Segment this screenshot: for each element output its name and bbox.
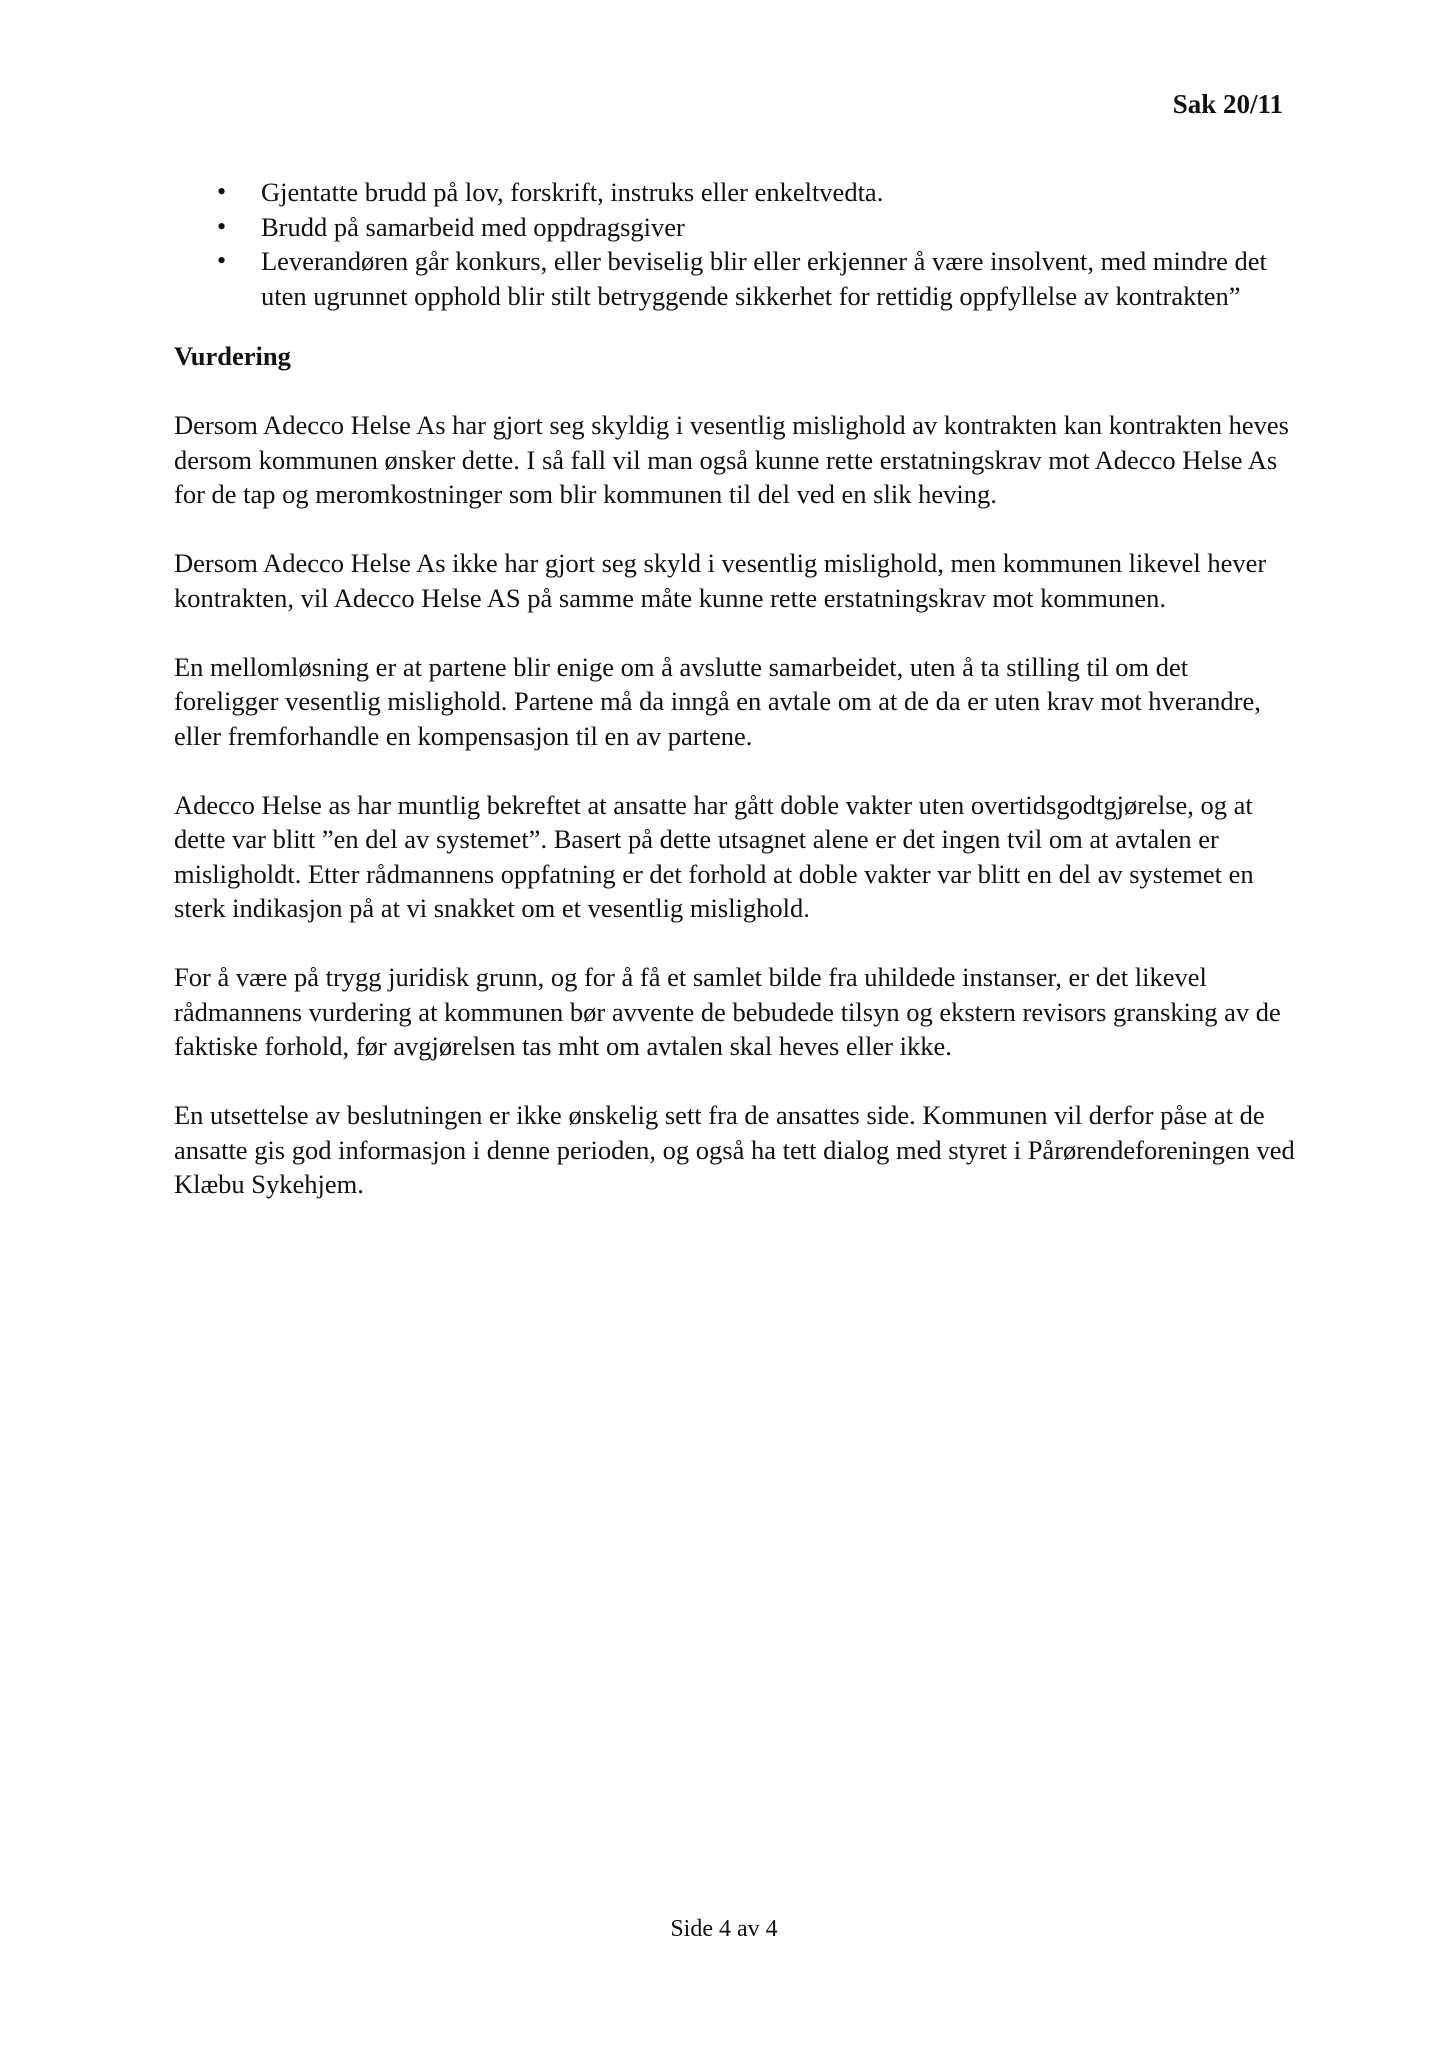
- list-item: • Leverandøren går konkurs, eller beviselig blir eller erkjenner å være insolvent, med mindre det uten ugrunnet opphold blir stilt betryggende sikkerhet for rettidig oppfyllelse av kontrakten”: [261, 244, 1299, 313]
- page-number: Side 4 av 4: [670, 1916, 778, 1942]
- case-reference: Sak 20/11: [1172, 89, 1283, 119]
- paragraph: For å være på trygg juridisk grunn, og for å få et samlet bilde fra uhildede instanser, er det likevel rådmannens vurdering at kommunen bør avvente de bebudede tilsyn og ekstern revisors gransking av de faktiske forhold, før avgjørelsen tas mht om avtalen skal heves eller ikke.: [174, 962, 1281, 1061]
- list-item: • Gjentatte brudd på lov, forskrift, instruks eller enkeltvedta.: [261, 175, 1299, 210]
- paragraph: En utsettelse av beslutningen er ikke ønskelig sett fra de ansattes side. Kommunen vil derfor påse at de ansatte gis god informasjon i denne perioden, og også ha tett dialog med styret i Pårørendeforeningen ved Klæbu Sykehjem.: [174, 1100, 1295, 1199]
- paragraph: Dersom Adecco Helse As ikke har gjort seg skyld i vesentlig mislighold, men kommunen likevel hever kontrakten, vil Adecco Helse AS på samme måte kunne rette erstatningskrav mot kommunen.: [174, 548, 1267, 613]
- list-item: • Brudd på samarbeid med oppdragsgiver: [261, 210, 1299, 245]
- document-body: [174, 175, 1299, 1202]
- section-heading: Vurdering: [174, 341, 291, 371]
- paragraph: Adecco Helse as har muntlig bekreftet at ansatte har gått doble vakter uten overtidsgodtgjørelse, og at dette var blitt ”en del av systemet”. Basert på dette utsagnet alene er det ingen tvil om at avtalen er misligholdt. Etter rådmannens oppfatning er det forhold at doble vakter var blitt en del av systemet en sterk indikasjon på at vi snakket om et vesentlig mislighold.: [174, 789, 1254, 923]
- paragraph: En mellomløsning er at partene blir enige om å avslutte samarbeidet, uten å ta stilling til om det foreligger vesentlig mislighold. Partene må da inngå en avtale om at de da er uten krav mot hverandre, eller fremforhandle en kompensasjon til en av partene.: [174, 651, 1261, 751]
- paragraph: Dersom Adecco Helse As har gjort seg skyldig i vesentlig mislighold av kontrakten kan kontrakten heves dersom kommunen ønsker dette. I så fall vil man også kunne rette erstatningskrav mot Adecco Helse As for de tap og meromkostninger som blir kommunen til del ved en slik heving.: [174, 410, 1289, 509]
- bullet-list: [174, 175, 1299, 313]
